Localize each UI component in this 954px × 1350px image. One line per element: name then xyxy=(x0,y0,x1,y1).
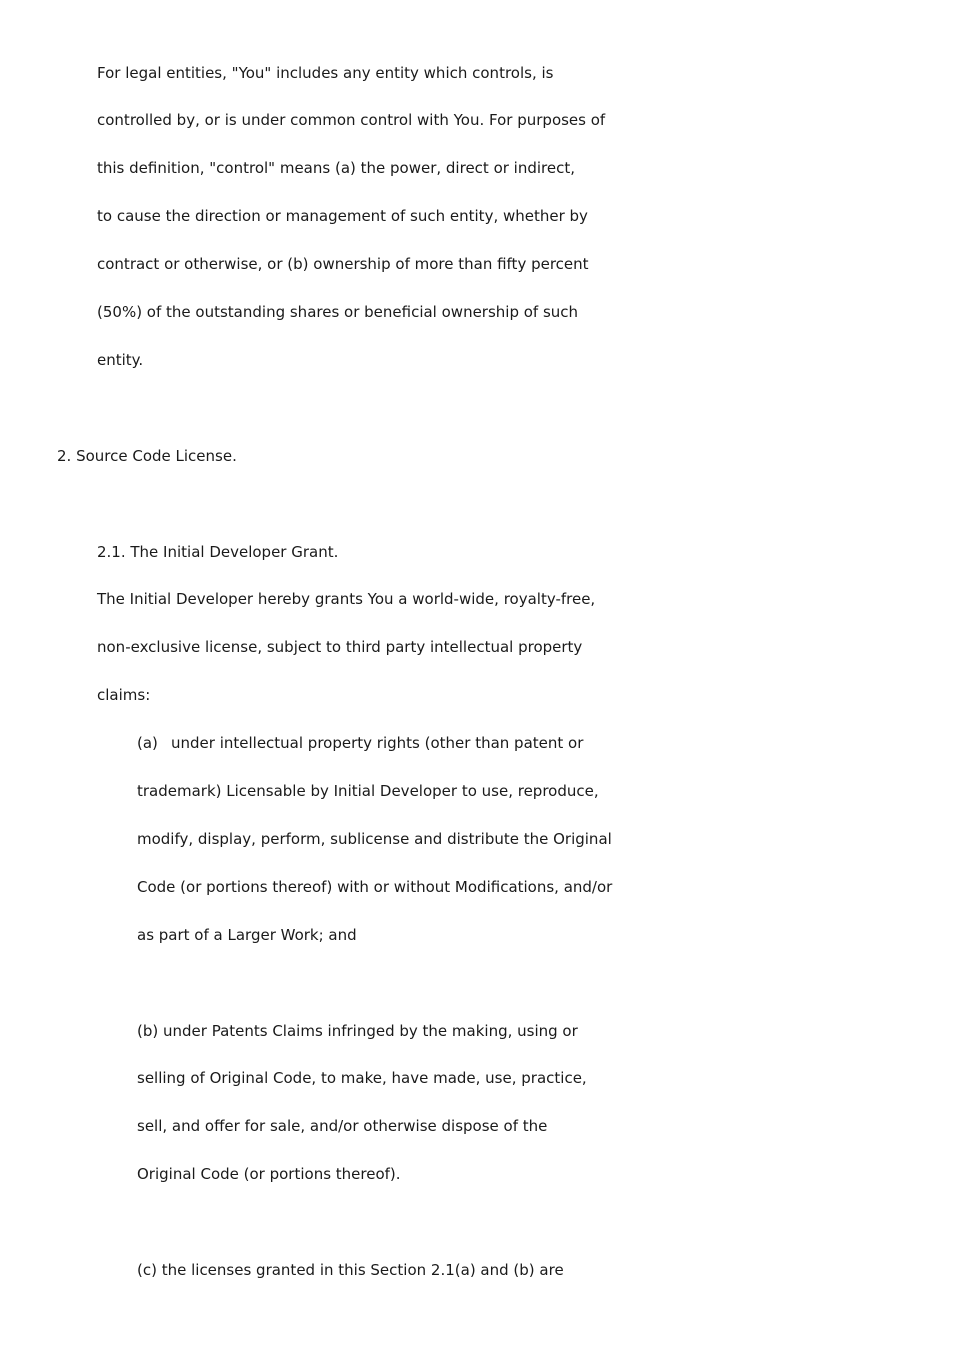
item-a-line-3: modify, display, perform, sublicense and distribute the Original xyxy=(137,830,612,848)
item-b-line-3: sell, and offer for sale, and/or otherwise dispose of the xyxy=(137,1117,548,1135)
item-a-line-5: as part of a Larger Work; and xyxy=(137,926,357,944)
section-2-heading: 2. Source Code License. xyxy=(57,447,237,465)
item-b-line-1: (b) under Patents Claims infringed by the making, using or xyxy=(137,1022,578,1040)
section-2-1-intro-line-1: The Initial Developer hereby grants You a world-wide, royalty-free, xyxy=(97,590,596,608)
item-b-line-2: selling of Original Code, to make, have made, use, practice, xyxy=(137,1069,587,1087)
section-2-1-intro-line-3: claims: xyxy=(97,686,151,704)
section-2-1-intro-line-2: non-exclusive license, subject to third party intellectual property xyxy=(97,638,583,656)
definition-line-2: controlled by, or is under common control with You. For purposes of xyxy=(97,111,606,129)
item-a-marker: (a) xyxy=(137,734,158,752)
definition-line-1: For legal entities, "You" includes any entity which controls, is xyxy=(97,64,554,82)
section-2-1-heading: 2.1. The Initial Developer Grant. xyxy=(97,543,339,561)
item-a-line-1 xyxy=(137,733,583,753)
item-a-line-2: trademark) Licensable by Initial Developer to use, reproduce, xyxy=(137,782,599,800)
item-a-line-4: Code (or portions thereof) with or without Modifications, and/or xyxy=(137,878,613,896)
definition-line-5: contract or otherwise, or (b) ownership of more than fifty percent xyxy=(97,255,589,273)
definition-line-3: this definition, "control" means (a) the power, direct or indirect, xyxy=(97,159,576,177)
item-c-line-1: (c) the licenses granted in this Section 2.1(a) and (b) are xyxy=(137,1261,564,1279)
item-a-text: under intellectual property rights (other than patent or xyxy=(171,734,584,752)
definition-line-7: entity. xyxy=(97,351,144,369)
item-b-line-4: Original Code (or portions thereof). xyxy=(137,1165,401,1183)
definition-line-6: (50%) of the outstanding shares or beneficial ownership of such xyxy=(97,303,579,321)
definition-line-4: to cause the direction or management of such entity, whether by xyxy=(97,207,588,225)
